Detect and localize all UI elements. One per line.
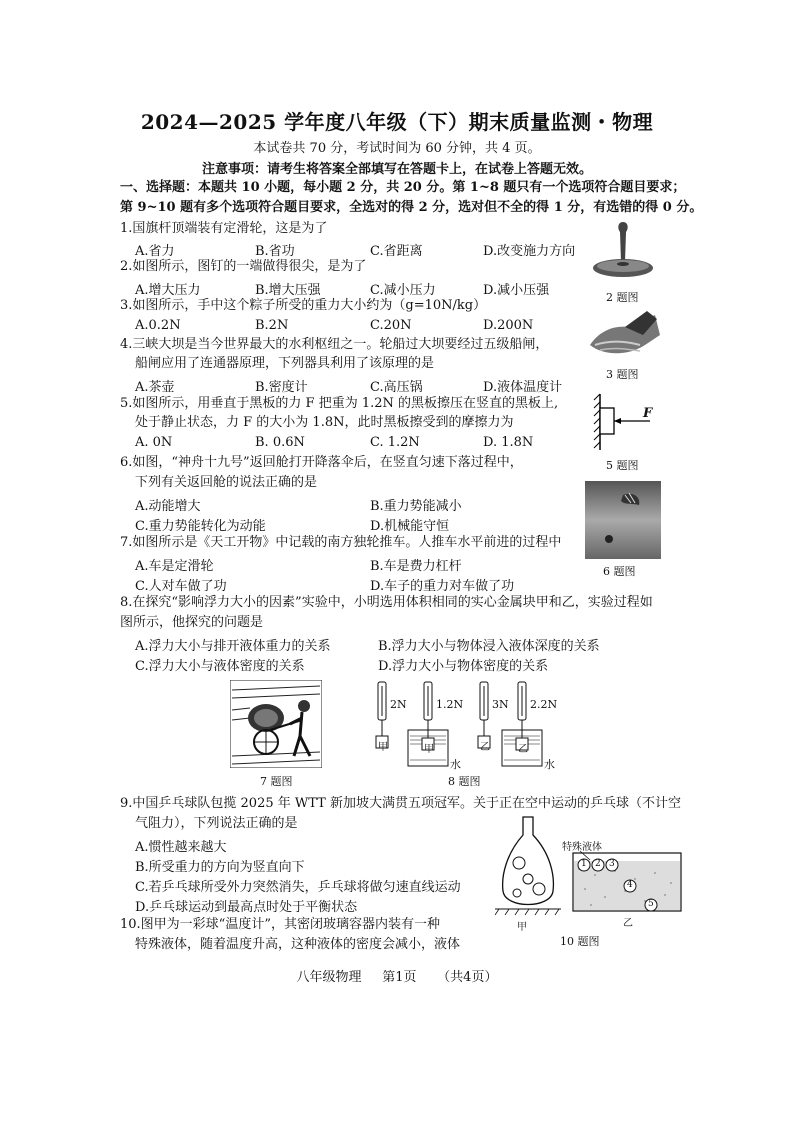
q8-option-a: A.浮力大小与排开液体重力的关系 — [135, 639, 331, 654]
q7-option-d: D.车子的重力对车做了功 — [370, 579, 515, 594]
q4-option-b: B.密度计 — [255, 380, 308, 395]
q4-stem-2: 船闸应用了连通器原理，下列器具利用了该原理的是 — [135, 356, 435, 371]
q1-stem: 1.国旗杆顶端装有定滑轮，这是为了 — [120, 221, 328, 236]
footer-page: 第1页 — [382, 970, 417, 985]
q5-stem-2: 处于静止状态，力 F 的大小为 1.8N，此时黑板擦受到的摩擦力为 — [135, 415, 514, 430]
color-ball-thermometer-figure — [495, 813, 685, 921]
q5-option-a: A. 0N — [135, 435, 173, 450]
fig8-label-yi-1: 乙 — [480, 742, 490, 753]
q5-stem-1: 5.如图所示，用垂直于黑板的力 F 把重为 1.2N 的黑板擦压在竖直的黑板上, — [120, 396, 559, 411]
q9-stem-1: 9.中国乒乓球队包揽 2025 年 WTT 新加坡大满贯五项冠军。关于正在空中运动的乒乓球（不计空 — [120, 796, 681, 811]
fig10-label-jia: 甲 — [517, 922, 527, 933]
q6-option-d: D.机械能守恒 — [370, 519, 450, 534]
fig10-liquid-label: 特殊液体 — [562, 842, 602, 853]
q5-option-c: C. 1.2N — [370, 435, 420, 450]
page-footer — [0, 966, 794, 985]
q10-stem-1: 10.图甲为一彩球“温度计”，其密闭玻璃容器内装有一种 — [120, 917, 440, 932]
q4-stem-1: 4.三峡大坝是当今世界最大的水利枢纽之一。轮船过大坝要经过五级船闸， — [120, 337, 549, 352]
fig8-label-water-2: 水 — [544, 758, 555, 771]
fig3-caption: 3 题图 — [606, 368, 639, 381]
return-capsule-figure — [585, 481, 661, 559]
q4-option-d: D.液体温度计 — [483, 380, 563, 395]
q8-option-c: C.浮力大小与液体密度的关系 — [135, 659, 305, 674]
q3-stem: 3.如图所示，手中这个粽子所受的重力大小约为（g=10N/kg） — [120, 298, 487, 313]
q2-option-c: C.减小压力 — [370, 283, 436, 298]
thumbtack-figure — [590, 218, 660, 288]
fig6-caption: 6 题图 — [603, 565, 636, 578]
q6-option-b: B.重力势能减小 — [370, 499, 462, 514]
q2-option-b: B.增大压强 — [255, 283, 321, 298]
q8-option-d: D.浮力大小与物体密度的关系 — [378, 659, 549, 674]
q3-option-b: B.2N — [255, 318, 289, 333]
fig2-caption: 2 题图 — [606, 291, 639, 304]
q2-option-d: D.减小压强 — [483, 283, 550, 298]
zongzi-hand-figure — [585, 305, 665, 360]
exam-info: 本试卷共 70 分，考试时间为 60 分钟，共 4 页。 — [253, 141, 541, 156]
fig8-reading-1: 2N — [390, 698, 407, 711]
fig10-ball-4: 4 — [627, 880, 633, 890]
q6-stem-2: 下列有关返回舱的说法正确的是 — [135, 475, 318, 490]
fig10-ball-5: 5 — [648, 899, 654, 909]
section-heading-1: 一、选择题：本题共 10 小题，每小题 2 分，共 20 分。第 1~8 题只有一个选项符合题目要求； — [120, 180, 686, 195]
q3-option-c: C.20N — [370, 318, 412, 333]
force-f-label: F — [643, 406, 653, 421]
q7-option-a: A.车是定滑轮 — [135, 559, 214, 574]
section-heading-2: 第 9~10 题有多个选项符合题目要求，全选对的得 2 分，选对但不全的得 1 分，有选错的得 0 分。 — [120, 200, 703, 215]
q8-stem-2: 图所示，他探究的问题是 — [120, 615, 264, 630]
fig8-label-water-1: 水 — [450, 758, 461, 771]
buoyancy-experiment-figure — [372, 678, 557, 770]
fig8-label-yi-2: 乙 — [518, 744, 528, 755]
q2-stem: 2.如图所示，图钉的一端做得很尖，是为了 — [120, 259, 367, 274]
fig8-reading-3: 3N — [492, 698, 509, 711]
q9-option-d: D.乒乓球运动到最高点时处于平衡状态 — [135, 900, 358, 915]
fig10-ball-3: 3 — [609, 859, 615, 869]
fig8-caption: 8 题图 — [448, 775, 481, 788]
eraser-force-figure — [590, 392, 660, 452]
exam-title: 2024—2025 学年度八年级（下）期末质量监测・物理 — [140, 110, 654, 134]
fig8-label-jia-1: 甲 — [378, 742, 388, 753]
fig10-ball-2: 2 — [595, 859, 601, 869]
q3-option-d: D.200N — [483, 318, 534, 333]
q9-stem-2: 气阻力），下列说法正确的是 — [135, 816, 298, 831]
q6-option-c: C.重力势能转化为动能 — [135, 519, 266, 534]
q1-option-d: D.改变施力方向 — [483, 244, 576, 259]
fig7-caption: 7 题图 — [260, 775, 293, 788]
fig10-caption: 10 题图 — [560, 935, 600, 948]
fig8-label-jia-2: 甲 — [424, 744, 434, 755]
q8-stem-1: 8.在探究“影响浮力大小的因素”实验中，小明选用体积相同的实心金属块甲和乙，实验过程如 — [120, 595, 653, 610]
q4-option-a: A.茶壶 — [135, 380, 175, 395]
q5-option-b: B. 0.6N — [255, 435, 305, 450]
fig10-ball-1: 1 — [581, 859, 587, 869]
q1-option-a: A.省力 — [135, 244, 175, 259]
q10-stem-2: 特殊液体，随着温度升高，这种液体的密度会减小，液体 — [135, 937, 461, 952]
q9-option-c: C.若乒乓球所受外力突然消失，乒乓球将做匀速直线运动 — [135, 880, 461, 895]
fig10-label-yi: 乙 — [623, 918, 633, 929]
footer-subject: 八年级物理 — [296, 970, 362, 985]
q9-option-a: A.惯性越来越大 — [135, 840, 227, 855]
fig8-reading-2: 1.2N — [436, 698, 464, 711]
q9-option-b: B.所受重力的方向为竖直向下 — [135, 860, 305, 875]
q5-option-d: D. 1.8N — [483, 435, 534, 450]
wheelbarrow-woodcut-figure — [230, 680, 322, 768]
fig5-caption: 5 题图 — [606, 459, 639, 472]
q6-option-a: A.动能增大 — [135, 499, 201, 514]
q2-option-a: A.增大压力 — [135, 283, 201, 298]
footer-total: （共4页） — [437, 970, 498, 985]
q4-option-c: C.高压锅 — [370, 380, 423, 395]
q6-stem-1: 6.如图，“神舟十九号”返回舱打开降落伞后，在竖直匀速下落过程中， — [120, 455, 523, 470]
q7-stem: 7.如图所示是《天工开物》中记载的南方独轮推车。人推车水平前进的过程中 — [120, 535, 562, 550]
q3-option-a: A.0.2N — [135, 318, 181, 333]
q1-option-b: B.省功 — [255, 244, 295, 259]
q7-option-c: C.人对车做了功 — [135, 579, 227, 594]
q1-option-c: C.省距离 — [370, 244, 423, 259]
q7-option-b: B.车是费力杠杆 — [370, 559, 462, 574]
fig8-reading-4: 2.2N — [530, 698, 558, 711]
q8-option-b: B.浮力大小与物体浸入液体深度的关系 — [378, 639, 600, 654]
exam-notice: 注意事项：请考生将答案全部填写在答题卡上，在试卷上答题无效。 — [201, 162, 592, 177]
